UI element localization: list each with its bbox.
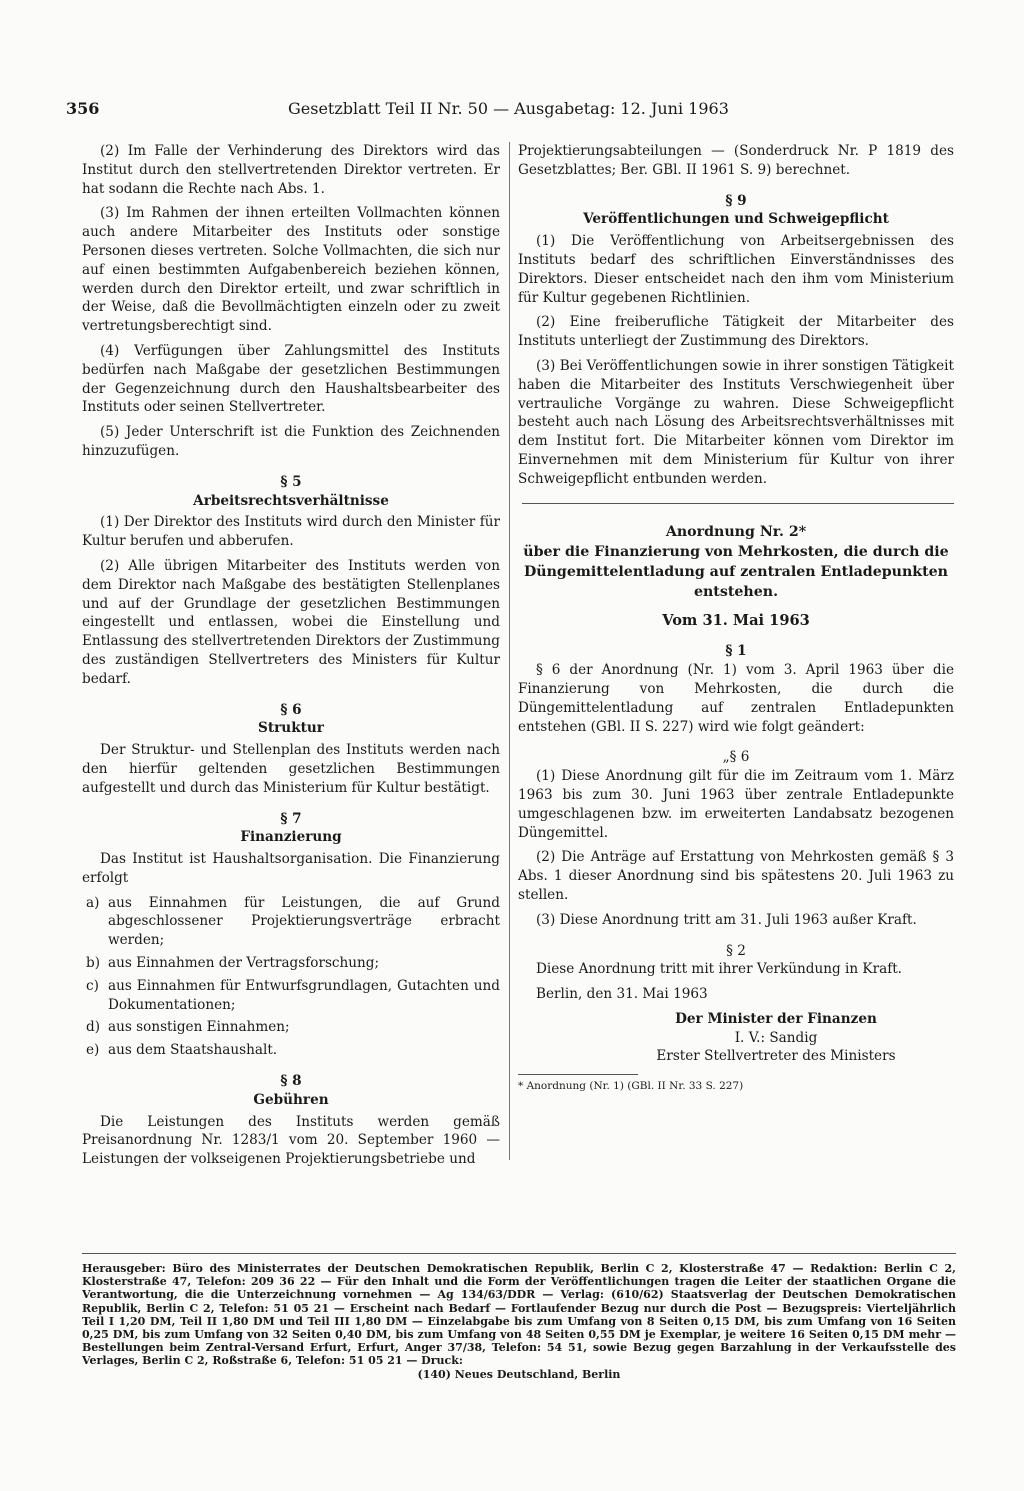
financing-list — [82, 894, 500, 1060]
list-item — [82, 1018, 500, 1037]
ordinance-title — [518, 522, 954, 602]
section-title: Arbeitsrechtsverhältnisse — [193, 492, 389, 509]
column-divider — [509, 142, 510, 1160]
ordinance-date: Vom 31. Mai 1963 — [662, 611, 810, 629]
paragraph: (2) Eine freiberufliche Tätigkeit der Mitarbeiter des Instituts unterliegt der Zustimmung des Direktors. — [518, 314, 954, 350]
item-label: c) — [86, 977, 99, 994]
paragraph: (2) Die Anträge auf Erstattung von Mehrkosten gemäß § 3 Abs. 1 dieser Anordnung sind bis spätestens 20. Juli 1963 zu stellen. — [518, 849, 954, 903]
paragraph: Projektierungsabteilungen — (Sonderdruck Nr. P 1819 des Gesetzblattes; Ber. GBl. II 1961 S. 9) berechnet. — [518, 143, 954, 178]
paragraph: (1) Die Veröffentlichung von Arbeitsergebnissen des Instituts bedarf des schriftlichen Einverständnisses des Direktors. Dieser entscheidet nach den ihm vom Ministerium für Kultur gegebenen Richtlinien. — [518, 233, 954, 306]
item-text: aus Einnahmen für Leistungen, die auf Grund abgeschlossener Projektierungsverträge erbracht werden; — [108, 894, 500, 949]
impressum — [82, 1262, 956, 1381]
item-label: e) — [86, 1042, 100, 1059]
paragraph: (5) Jeder Unterschrift ist die Funktion des Zeichnenden hinzuzufügen. — [82, 424, 500, 459]
paragraph: (1) Diese Anordnung gilt für die im Zeitraum vom 1. März 1963 bis zum 30. Juni 1963 über zentrale Entladepunkte umgeschlagenen bzw. im erweiterten Landabsatz bezogenen Düngemittel. — [518, 768, 954, 841]
footnote: * Anordnung (Nr. 1) (GBl. II Nr. 33 S. 227) — [518, 1080, 744, 1093]
place-date: Berlin, den 31. Mai 1963 — [536, 986, 708, 1003]
left-column — [82, 142, 500, 1175]
signatory-name: I. V.: Sandig — [734, 1029, 818, 1046]
footnote-rule — [518, 1074, 638, 1075]
paragraph: (2) Im Falle der Verhinderung des Direktors wird das Institut durch den stellvertretenden Direktor vertreten. Er hat sodann die Rechte nach Abs. 1. — [82, 143, 500, 197]
section-divider — [522, 503, 954, 504]
gazette-title: Gesetzblatt Teil II Nr. 50 — Ausgabetag: 12. Juni 1963 — [288, 99, 729, 118]
impressum-rule — [82, 1253, 956, 1254]
signatory-role: Erster Stellvertreter des Ministers — [656, 1048, 896, 1065]
section-number: § 1 — [725, 643, 747, 660]
section-title: Gebühren — [253, 1091, 329, 1108]
paragraph: (3) Im Rahmen der ihnen erteilten Vollmachten können auch andere Mitarbeiter des Instituts oder sonstige Personen dieses vertreten. Solche Vollmachten, die sich nur auf einen bestimmten Aufgabenbereich beziehen können, werden durch den Direktor erteilt, und zwar schriftlich in der Weise, daß die Bevollmächtigten einzeln oder zu zweit vertretungsberechtigt sind. — [82, 205, 500, 335]
paragraph: Diese Anordnung tritt mit ihrer Verkündung in Kraft. — [536, 961, 903, 978]
impressum-printer: (140) Neues Deutschland, Berlin — [417, 1367, 621, 1381]
signature-block — [598, 1010, 954, 1066]
ordinance-subject: über die Finanzierung von Mehrkosten, die durch die Düngemittelentladung auf zentralen Entladepunkten entstehen. — [523, 543, 949, 600]
section-number: § 6 — [280, 701, 302, 718]
list-item — [82, 954, 500, 973]
list-item — [82, 1041, 500, 1060]
ordinance-number: Anordnung Nr. 2* — [665, 523, 807, 540]
item-text: aus Einnahmen für Entwurfsgrundlagen, Gutachten und Dokumentationen; — [108, 977, 500, 1013]
list-item — [82, 894, 500, 950]
section-number: § 8 — [280, 1073, 302, 1090]
paragraph: (2) Alle übrigen Mitarbeiter des Instituts werden von dem Direktor nach Maßgabe des bestätigten Stellenplanes und auf der Grundlage der gesetzlichen Bestimmungen eingestellt und entlassen, wobei die Einstellung und Entlassung des stellvertretenden Direktors der Zustimmung des zuständigen Stellvertreters des Ministers für Kultur bedarf. — [82, 557, 500, 687]
paragraph: (1) Der Direktor des Instituts wird durch den Minister für Kultur berufen und abberufen. — [82, 514, 500, 550]
quoted-section-number: „§ 6 — [722, 749, 750, 766]
paragraph: Die Leistungen des Instituts werden gemäß Preisanordnung Nr. 1283/1 vom 20. September 1960 — Leistungen der volkseigenen Projektierungsbetriebe und — [82, 1113, 500, 1168]
item-text: aus dem Staatshaushalt. — [108, 1042, 278, 1059]
item-text: aus Einnahmen der Vertragsforschung; — [108, 955, 380, 972]
section-number: § 9 — [725, 192, 747, 209]
item-label: d) — [86, 1019, 101, 1036]
section-title: Struktur — [258, 720, 324, 737]
signatory-title: Der Minister der Finanzen — [675, 1010, 877, 1027]
section-number: § 2 — [726, 942, 746, 959]
item-label: a) — [86, 894, 100, 911]
right-column — [518, 142, 954, 1093]
paragraph: Der Struktur- und Stellenplan des Instituts werden nach den hierfür geltenden gesetzlichen Bestimmungen aufgestellt und durch das Ministerium für Kultur bestätigt. — [82, 742, 500, 796]
paragraph: Das Institut ist Haushaltsorganisation. Die Finanzierung erfolgt — [82, 851, 500, 886]
paragraph: § 6 der Anordnung (Nr. 1) vom 3. April 1963 über die Finanzierung von Mehrkosten, die durch die Düngemittelentladung auf zentralen Entladepunkten entstehen (GBl. II S. 227) wird wie folgt geändert: — [518, 662, 954, 735]
section-title: Finanzierung — [240, 829, 342, 846]
paragraph: (3) Bei Veröffentlichungen sowie in ihrer sonstigen Tätigkeit haben die Mitarbeiter des Instituts Verschwiegenheit über vertrauliche Vorgänge zu wahren. Diese Schweigepflicht besteht auch nach Lösung des Arbeitsrechtsverhältnisses mit dem Institut fort. Die Mitarbeiter können vom Direktor im Einvernehmen mit dem Ministerium für Kultur von ihrer Schweigepflicht entbunden werden. — [518, 357, 954, 487]
item-label: b) — [86, 955, 101, 972]
section-title: Veröffentlichungen und Schweigepflicht — [583, 211, 889, 228]
list-item — [82, 977, 500, 1015]
page-number: 356 — [66, 99, 100, 118]
paragraph: (4) Verfügungen über Zahlungsmittel des Instituts bedürfen nach Maßgabe der gesetzlichen Bestimmungen der Gegenzeichnung durch den Haushaltsbearbeiter des Instituts oder seinen Stellvertreter. — [82, 342, 500, 416]
item-text: aus sonstigen Einnahmen; — [108, 1019, 290, 1036]
section-number: § 5 — [280, 473, 302, 490]
impressum-text: Herausgeber: Büro des Ministerrates der Deutschen Demokratischen Republik, Berlin C 2, Klosterstraße 47 — Redaktion: Berlin C 2, Klosterstraße 47, Telefon: 209 36 22 — Für den Inhalt und die Form der Veröffentlichungen tragen die Leiter der staatlichen Organe die Verantwortung, die die Unterzeichnung vornehmen — Ag 134/63/DDR — Verlag: (610/62) Staatsverlag der Deutschen Demokratischen Republik, Berlin C 2, Telefon: 51 05 21 — Erscheint nach Bedarf — Fortlaufender Bezug nur durch die Post — Bezugspreis: Vierteljährlich Teil I 1,20 DM, Teil II 1,80 DM und Teil III 1,80 DM — Einzelabgabe bis zum Umfang von 8 Seiten 0,15 DM, bis zum Umfang von 16 Seiten 0,25 DM, bis zum Umfang von 32 Seiten 0,40 DM, bis zum Umfang von 48 Seiten 0,55 DM je Exemplar, je weitere 16 Seiten 0,15 DM mehr — Bestellungen beim Zentral-Versand Erfurt, Erfurt, Anger 37/38, Telefon: 54 51, sowie Bezug gegen Barzahlung in der Verkaufsstelle des Verlages, Berlin C 2, Roßstraße 6, Telefon: 51 05 21 — Druck: — [82, 1262, 956, 1368]
section-number: § 7 — [280, 810, 302, 827]
paragraph: (3) Diese Anordnung tritt am 31. Juli 1963 außer Kraft. — [536, 911, 917, 928]
